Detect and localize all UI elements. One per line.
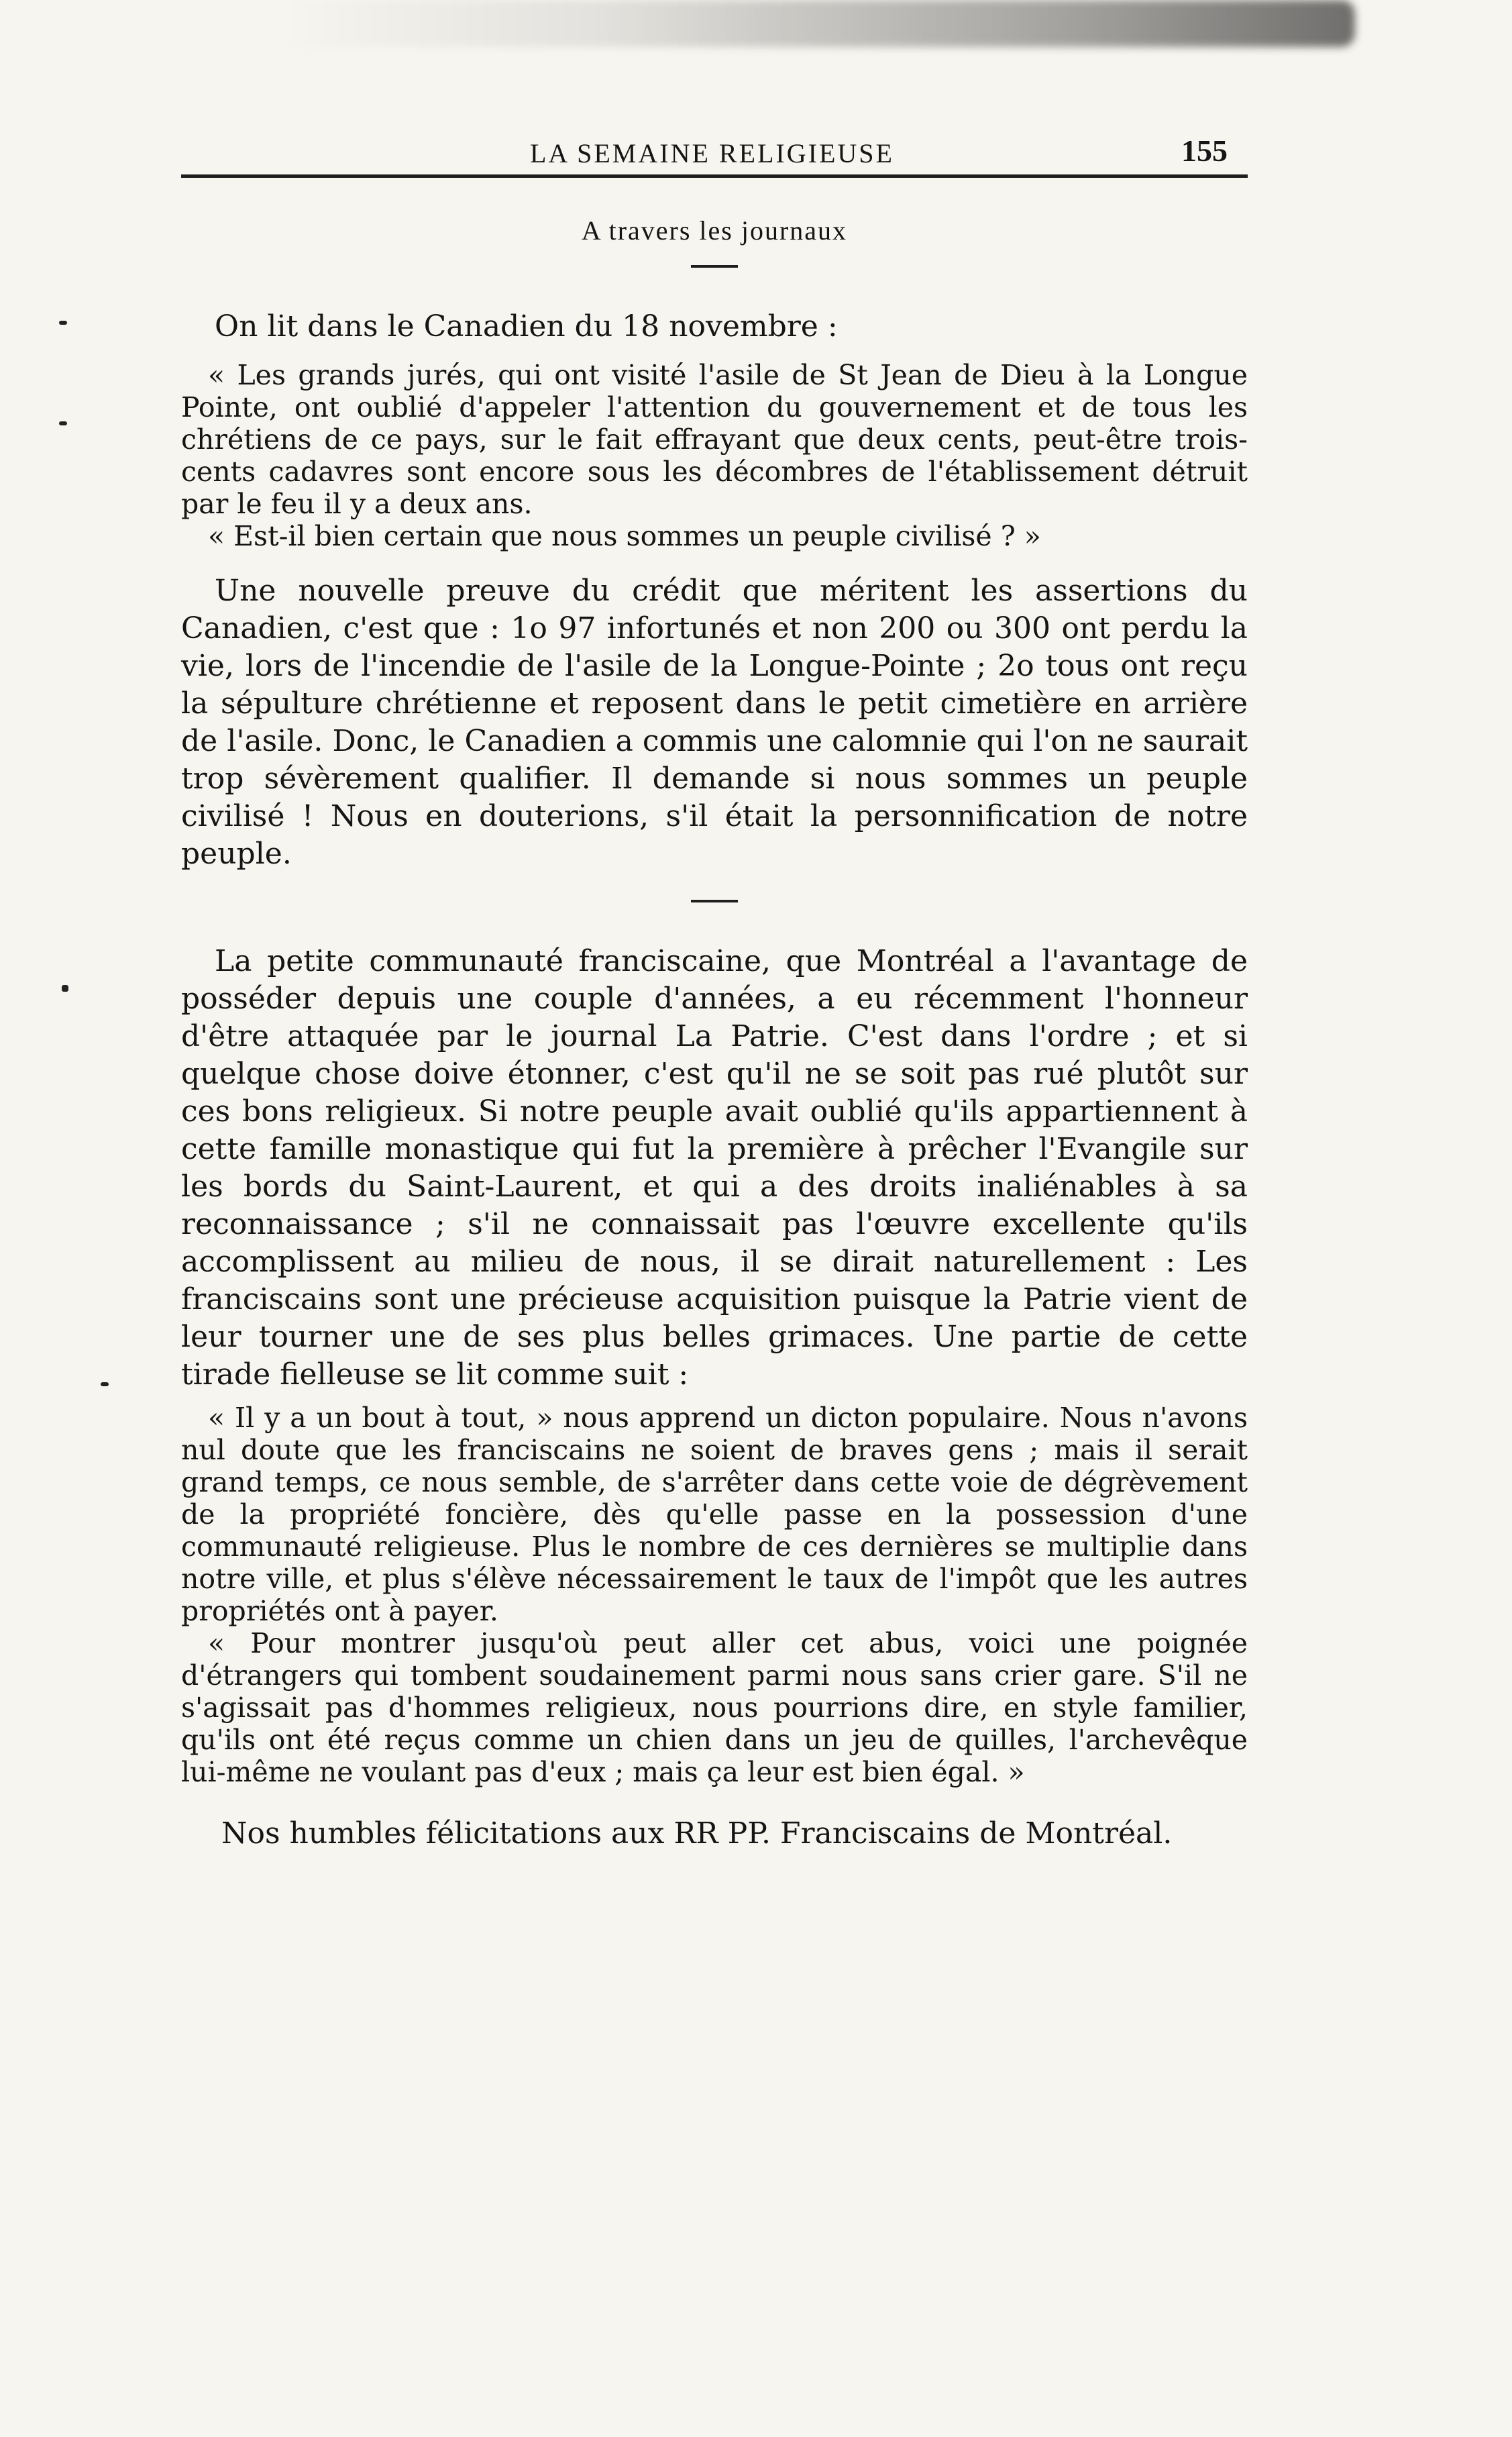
quote-paragraph: « Il y a un bout à tout, » nous apprend un dicton populaire. Nous n'avons nul doute que les franciscains ne soient de braves gens ; mais il serait grand temps, ce nous semble, de s'arrêter dans cette voie de dégrèvement de la propriété foncière, dès qu'elle passe en la possession d'une communauté religieuse. Plus le nombre de ces dernières se multiplie dans notre ville, et plus s'élève nécessairement le taux de l'impôt que les autres propriétés ont à payer. (181, 1402, 1248, 1627)
section-title: A travers les journaux (581, 215, 848, 246)
quote-paragraph: « Pour montrer jusqu'où peut aller cet abus, voici une poignée d'étrangers qui tombent soudainement parmi nous sans crier gare. S'il ne s'agissait pas d'hommes religieux, nous pourrions dire, en style familier, qu'ils ont été reçus comme un chien dans un jeu de quilles, l'archevêque lui-même ne voulant pas d'eux ; mais ça leur est bien égal. » (181, 1627, 1248, 1788)
margin-mark (101, 1382, 109, 1386)
document-page (181, 101, 1248, 1853)
margin-mark (59, 321, 67, 325)
article-divider (691, 900, 738, 902)
margin-mark (62, 985, 68, 992)
quote-paragraph: « Les grands jurés, qui ont visité l'asile de St Jean de Dieu à la Longue Pointe, ont oublié d'appeler l'attention du gouvernement et de tous les chrétiens de ce pays, sur le fait effrayant que deux cents, peut-être trois-cents cadavres sont encore sous les décombres de l'établissement détruit par le feu il y a deux ans. (181, 359, 1248, 520)
patrie-quote (181, 1402, 1248, 1788)
quote-paragraph: « Est-il bien certain que nous sommes un peuple civilisé ? » (208, 520, 1041, 552)
page-number: 155 (1181, 134, 1228, 168)
running-title: LA SEMAINE RELIGIEUSE (530, 138, 894, 168)
response-paragraph: Une nouvelle preuve du crédit que méritent les assertions du Canadien, c'est que : 1o 97 infortunés et non 200 ou 300 ont perdu la vie, lors de l'incendie de l'asile de la Longue-Pointe ; 2o tous ont reçu la sépulture chrétienne et reposent dans le petit cimetière en arrière de l'asile. Donc, le Canadien a commis une calomnie qui l'on ne saurait trop sévèrement qualifier. Il demande si nous sommes un peuple civilisé ! Nous en douterions, s'il était la personnification de notre peuple. (181, 574, 1248, 871)
franciscan-paragraph: La petite communauté franciscaine, que Montréal a l'avantage de posséder depuis une couple d'années, a eu récemment l'honneur d'être attaquée par le journal La Patrie. C'est dans l'ordre ; et si quelque chose doive étonner, c'est qu'il ne se soit pas rué plutôt sur ces bons religieux. Si notre peuple avait oublié qu'ils appartiennent à cette famille monastique qui fut la première à prêcher l'Evangile sur les bords du Saint-Laurent, et qui a des droits inaliénables à sa reconnaissance ; s'il ne connaissait pas l'œuvre excellente qu'ils accomplissent au milieu de nous, il se dirait naturellement : Les franciscains sont une précieuse acquisition puisque la Patrie vient de leur tourner une de ses plus belles grimaces. Une partie de cette tirade fielleuse se lit comme suit : (181, 944, 1248, 1392)
margin-mark (59, 421, 67, 425)
section-divider (691, 265, 738, 268)
canadien-quote (181, 359, 1248, 552)
scan-edge-smudge (282, 0, 1355, 47)
running-header (181, 101, 1248, 178)
intro-paragraph: On lit dans le Canadien du 18 novembre : (215, 309, 838, 344)
closing-line: Nos humbles félicitations aux RR PP. Franciscains de Montréal. (221, 1816, 1173, 1851)
